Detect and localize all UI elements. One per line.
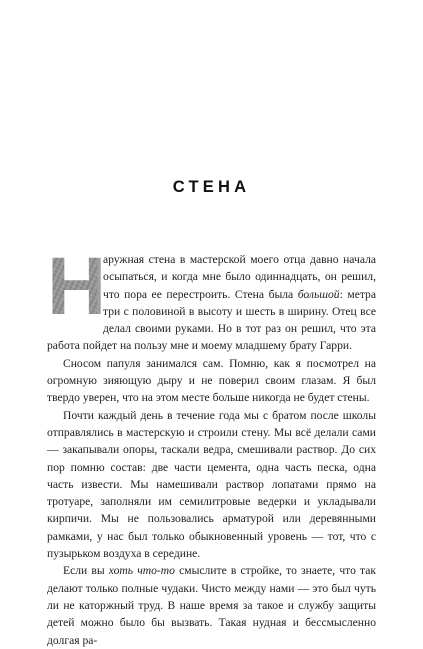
paragraph-4: [47, 562, 376, 648]
dropcap-letter: Н Н: [47, 241, 107, 332]
paragraph-1-text: аружная стена в мастерской моего отца давно начала осыпаться, и когда мне было одиннадцать, он решил, что пора ее перестроить. Стена была: [103, 253, 376, 301]
chapter-body: [47, 241, 376, 649]
paragraph-2: Сносом папуля занимался сам. Помню, как я посмотрел на огромную зияющую дыру и не поверил своим глазам. Я был твердо уверен, что на этом месте больше никогда не будет стены.: [47, 356, 376, 405]
paragraph-1-emphasis: большой: [297, 287, 340, 301]
paragraph-1: [47, 241, 376, 355]
paragraph-1-rest: : метра три с половиной в высоту и шесть в ширину. Отец все делал своими руками. Но в тот раз он решил, что эта работа пойдет на пользу мне и моему младшему брату Гарри.: [47, 287, 376, 353]
chapter-title: СТЕНА: [172, 178, 251, 196]
paragraph-4-emphasis: хоть что-то: [108, 564, 175, 578]
paragraph-4-rest: смыслите в стройке, то знаете, что так делают только полные чудаки. Чисто между нами — это был чуть ли не каторжный труд. В наше время за такое и службу защиты детей можно было бы вызвать. Такая нудная и бессмысленно долгая ра-: [47, 564, 376, 647]
paragraph-3: Почти каждый день в течение года мы с братом после школы отправлялись в мастерскую и строили стену. Мы всё делали сами — закапывали опоры, таскали ведра, смешивали раствор. До сих пор помню состав: две части цемента, одна часть песка, одна часть извести. Мы намешивали раствор лопатами прямо на тротуаре, заполняли им семилитровые ведерки и укладывали кирпичи. Мы не пользовались арматурой или деревянными рамками, у нас был только обыкновенный уровень — тот, что с пузырьком воздуха в середине.: [47, 408, 376, 561]
paragraph-4-start: Если вы: [63, 564, 109, 578]
